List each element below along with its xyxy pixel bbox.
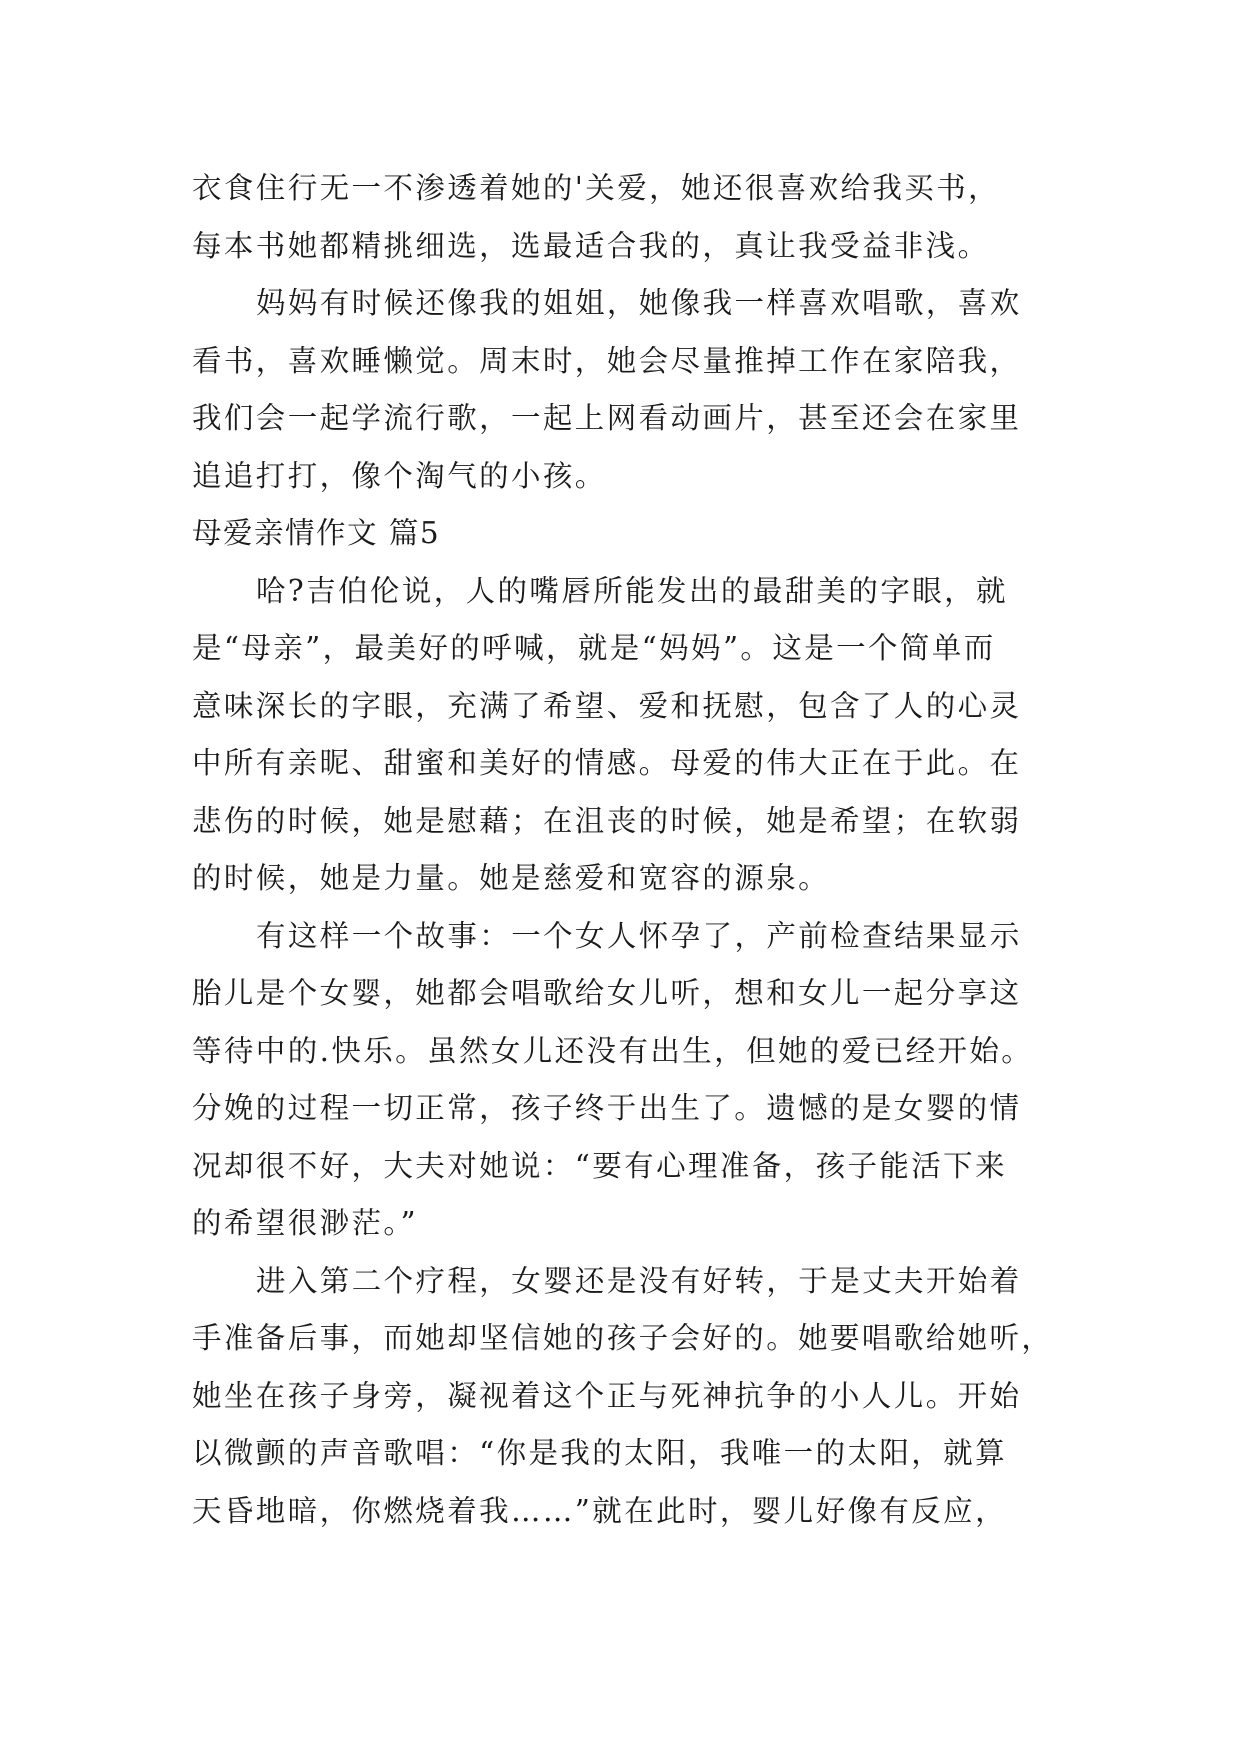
text-line: 她坐在孩子身旁，凝视着这个正与死神抗争的小人儿。开始 [192, 1378, 1022, 1413]
text-line: 追追打打，像个淘气的小孩。 [192, 458, 607, 493]
text-line: 悲伤的时候，她是慰藉；在沮丧的时候，她是希望；在软弱 [192, 803, 1022, 838]
text-line: 以微颤的声音歌唱：“你是我的太阳，我唯一的太阳，就算 [192, 1436, 1007, 1470]
text-line: 每本书她都精挑细选，选最适合我的，真让我受益非浅。 [192, 228, 990, 263]
text-line: 况却很不好，大夫对她说：“要有心理准备，孩子能活下来 [192, 1148, 1007, 1183]
text-line: 看书，喜欢睡懒觉。周末时，她会尽量推掉工作在家陪我， [192, 343, 1022, 378]
text-line: 的时候，她是力量。她是慈爱和宽容的源泉。 [192, 861, 831, 895]
text-line: 等待中的.快乐。虽然女儿还没有出生，但她的爱已经开始。 [192, 1033, 1034, 1068]
text-line: 中所有亲昵、甜蜜和美好的情感。母爱的伟大正在于此。在 [192, 746, 1022, 780]
text-line: 是“母亲”，最美好的呼喊，就是“妈妈”。这是一个简单而 [192, 631, 996, 665]
text-line: 衣食住行无一不渗透着她的'关爱，她还很喜欢给我买书， [192, 171, 1001, 205]
paragraph-start-line: 妈妈有时候还像我的姐姐，她像我一样喜欢唱歌，喜欢 [256, 286, 1022, 320]
text-line: 的希望很渺茫。” [192, 1206, 419, 1240]
text-line: 手准备后事，而她却坚信她的孩子会好的。她要唱歌给她听， [192, 1321, 1054, 1355]
text-line: 胎儿是个女婴，她都会唱歌给女儿听，想和女儿一起分享这 [192, 976, 1022, 1010]
section-heading: 母爱亲情作文 篇5 [192, 516, 441, 550]
paragraph-start-line: 哈?吉伯伦说，人的嘴唇所能发出的最甜美的字眼，就 [256, 573, 1008, 608]
text-line: 意味深长的字眼，充满了希望、爱和抚慰，包含了人的心灵 [192, 688, 1022, 723]
paragraph-start-line: 有这样一个故事：一个女人怀孕了，产前检查结果显示 [256, 918, 1022, 953]
text-line: 天昏地暗，你燃烧着我……”就在此时，婴儿好像有反应， [192, 1493, 1007, 1528]
paragraph-start-line: 进入第二个疗程，女婴还是没有好转，于是丈夫开始着 [256, 1263, 1022, 1298]
text-line: 分娩的过程一切正常，孩子终于出生了。遗憾的是女婴的情 [192, 1091, 1022, 1125]
text-line: 我们会一起学流行歌，一起上网看动画片，甚至还会在家里 [192, 401, 1022, 435]
body-text [192, 160, 1072, 1540]
